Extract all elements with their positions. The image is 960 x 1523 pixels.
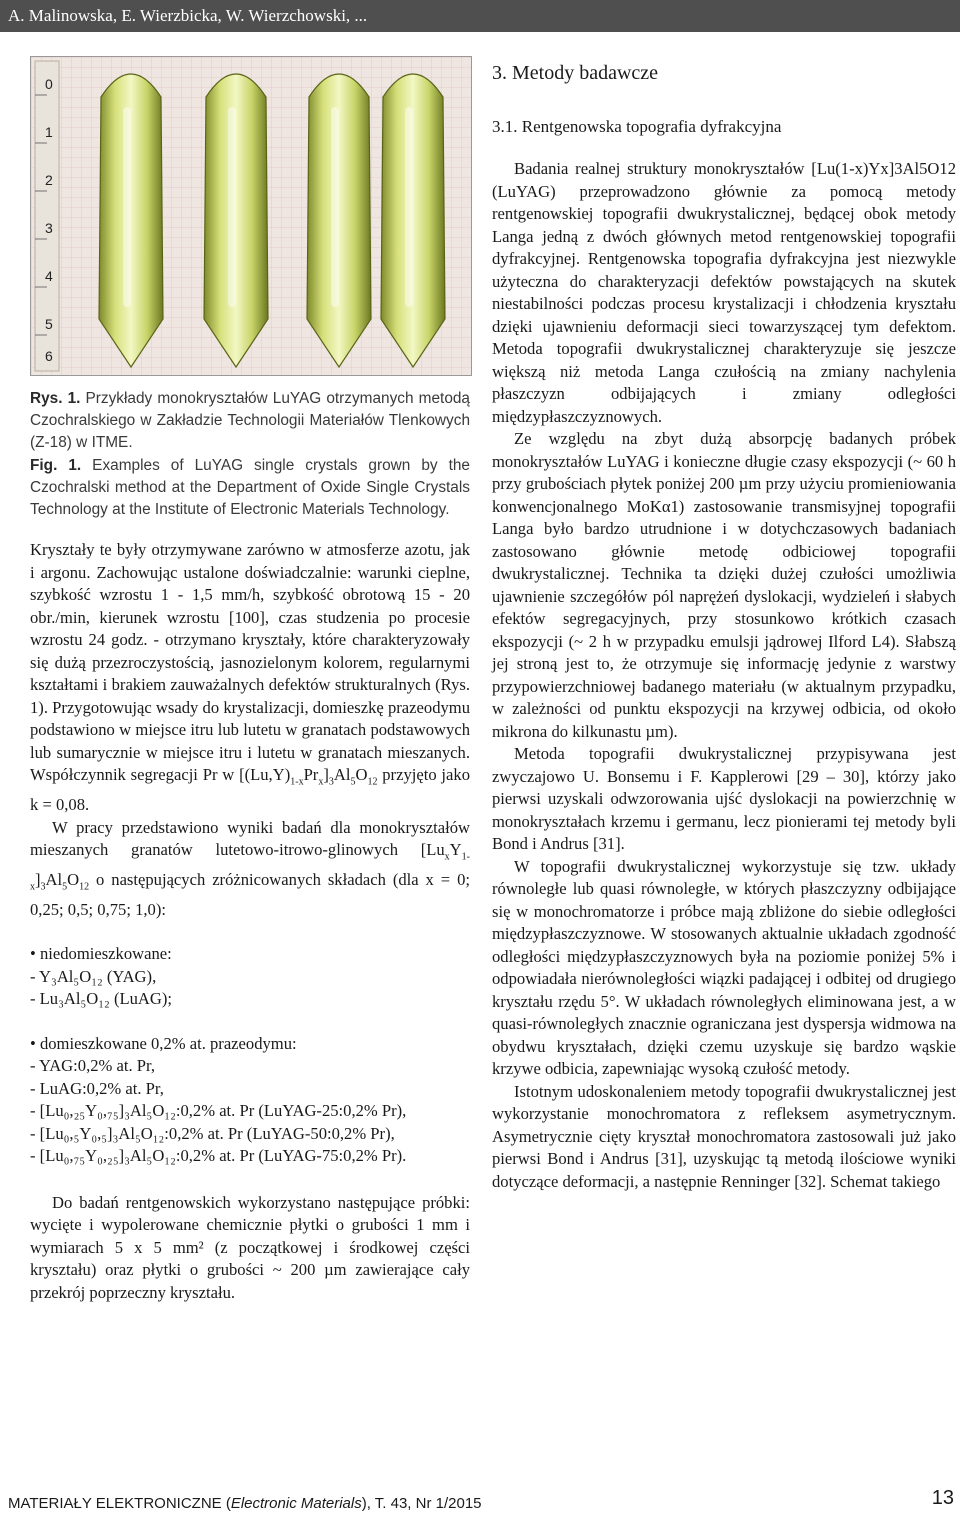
crystals-image [31, 57, 471, 375]
left-paragraph-1: Kryształy te były otrzymywane zarówno w atmosferze azotu, jak i argonu. Zachowując ustalone doświadczalnie: warunki cieplne, szybkość wzrostu 1 - 1,5 mm/h, szybkość obrotową 15 - 20 obr./min, kierunek wzrostu [100], czas studzenia po procesie wzrostu 24 godz. - otrzymano kryształy, które charakteryzowały się dużą przezroczystością, jasnozielonym kolorem, regularnymi kształtami i brakiem zauważalnych defektów strukturalnych (Rys. 1). Przygotowując wsady do krystalizacji, domieszkę prazeodymu podstawiono w miejsce itru lub lutetu w granatach podstawowych lub sumarycznie w miejsce itru i lutetu w granatach mieszanych. Współczynnik segregacji Pr w $[(Lu,Y)_{1-x}Pr_x]_3Al_5O_{12}$ przyjęto jako k = 0,08. [30, 540, 471, 815]
list-item: - LuAG:0,2% at. Pr, [30, 1078, 164, 1098]
list-item: - YAG:0,2% at. Pr, [30, 1056, 156, 1076]
right-paragraph-2: Ze względu na zbyt dużą absorpcję badanych próbek monokryształów LuYAG i konieczne długie czasy ekspozycji (~ 60 h przy grubościach płytek poniżej 200 µm przy użyciu promieniowania konwencjonalnego MoKα1) zastosowanie transmisyjnej topografii Langa było bardzo utrudnione i w dotychczasowych badaniach zastosowano głównie metodę odbiciowej topografii dwukrystalicznej. Technika ta dzięki dużej czułości umożliwia ujawnienie szczegółów pól naprężeń dyslokacji, wydzieleń i słabych efektów segregacyjnych, przy stosunkowo krótkich czasach ekspozycji (~ 2 h w przypadku emulsji jądrowej Ilford L4). Słabszą jej stroną jest to, że otrzymuje się informację jedynie z warstwy przypowierzchniowej badanego materiału (w aktualnym przypadku, w zależności od punktu ekspozycji na krzywej odbicia, od około mikrona do kilkunastu µm). [492, 429, 956, 741]
figure-caption [30, 388, 470, 521]
doped-list [30, 1033, 470, 1168]
caption-english: Fig. 1. Examples of LuYAG single crystals grown by the Czochralski method at the Department of Oxide Single Crystals Technology at the Institute of Electronic Materials Technology. [30, 456, 470, 519]
right-column [492, 56, 956, 1193]
list-item: • niedomieszkowane: [30, 944, 172, 964]
ruler-mark-1: 1 [45, 124, 53, 140]
list-item: • domieszkowane 0,2% at. prazeodymu: [30, 1033, 297, 1053]
figure-crystals-photo [30, 56, 472, 376]
page-number: 13 [931, 1487, 954, 1509]
ruler-mark-0: 0 [45, 76, 53, 92]
ruler-mark-4: 4 [45, 268, 53, 284]
ruler-mark-2: 2 [45, 172, 53, 188]
list-item: - Y₃Al₅O₁₂ (YAG), [30, 966, 157, 986]
left-paragraph-3: Do badań rentgenowskich wykorzystano następujące próbki: wycięte i wypolerowane chemicznie płytki o grubości 1 mm i wymiarach 5 x 5 mm² (z początkowej i środkowej części kryształu) oraz płytki o grubości ~ 200 µm zawierające cały przekrój poprzeczny kryształu. [30, 1192, 470, 1302]
subsection-title: 3.1. Rentgenowska topografia dyfrakcyjna [492, 117, 782, 136]
ruler-mark-3: 3 [45, 220, 53, 236]
right-paragraph-1: Badania realnej struktury monokryształów [Lu(1-x)Yx]3Al5O12 (LuYAG) przeprowadzono głównie za pomocą metody rentgenowskiej topografii dwukrystalicznej, będącej obok metody Langa jedną z dwóch głównych metod rentgenowskiej topografii dyfrakcyjnej. Rentgenowska topografia dyfrakcyjna jest niezwykle użyteczna do charakteryzacji defektów powstających na skutek niestabilności podczas procesu krystalizacji i chłodzenia kryształu dzięki ujawnieniu deformacji sieci towarzyszącej tym defektom. Metoda topografii dwukrystalicznej charakteryzuje się jeszcze większą niż metoda Langa czułością na zmiany nachylenia płaszczyzn odbijających i zmiany odległości międzypłaszczyznowych. [492, 159, 956, 426]
list-item: - Lu₃Al₅O₁₂ (LuAG); [30, 989, 173, 1009]
right-paragraph-5: Istotnym udoskonaleniem metody topografii dwukrystalicznej jest wykorzystanie monochromatora z refleksem asymetrycznym. Asymetrycznie cięty kryształ monochromatora zastosowali już jako pierwsi Bond i Andrus [31], uzyskując tą metodą ilościowe wyniki dotyczące deformacji, a następnie Renninger [32]. Schemat takiego [492, 1081, 956, 1191]
caption-polish: Rys. 1. Przykłady monokryształów LuYAG otrzymanych metodą Czochralskiego w Zakładzie Technologii Materiałów Tlenkowych (Z-18) w ITME. [30, 390, 470, 452]
journal-name: MATERIAŁY ELEKTRONICZNE (Electronic Materials), T. 43, Nr 1/2015 [8, 1495, 482, 1512]
running-header-authors: A. Malinowska, E. Wierzbicka, W. Wierzchowski, ... [0, 0, 960, 32]
left-paragraph-2: W pracy przedstawiono wyniki badań dla monokryształów mieszanych granatów lutetowo-itrowo-glinowych $[Lu_xY_{1-x}]_3Al_5O_{12}$ o następujących zróżnicowanych składach (dla x = 0; 0,25; 0,5; 0,75; 1,0): [30, 817, 470, 919]
undoped-list [30, 943, 470, 1011]
ruler-mark-6: 6 [45, 348, 53, 364]
right-paragraph-4: W topografii dwukrystalicznej wykorzystuje się tzw. układy równoległe lub quasi równoległe, w których płaszczyzny odbijające się w monochromatorze i próbce mają zbliżone do siebie odległości międzypłaszczyznowe. W stosowanych aktualnie układach zgodność odległości międzypłaszczyznowych była na poziomie poniżej 5% i odpowiadała nierównoległości wiązki padającej i odbitej od drugiego kryształu rzędu 5°. W układach równoległych eliminowana jest, a w quasi-równoległych znacznie ograniczana jest dyspersja widmowa na obydwu kryształach, dzięki czemu uzyskuje się bardzo wąskie krzywe odbicia, zapewniając wysoką czułość metody. [492, 856, 956, 1078]
list-item: - [Lu₀,₇₅Y₀,₂₅]₃Al₅O₁₂:0,2% at. Pr (LuYAG-75:0,2% Pr). [30, 1146, 407, 1166]
left-column [30, 56, 470, 1304]
section-title: 3. Metody badawcze [492, 62, 659, 84]
page-footer [8, 1487, 954, 1514]
right-paragraph-3: Metoda topografii dwukrystalicznej przypisywana jest zwyczajowo U. Bonsemu i F. Kapplerowi [29 – 30], którzy jako pierwsi uzyskali odwzorowania ujść dyslokacji na powierzchnię w monokryształach krzemu i germanu, lecz pionierami tej metody byli Bond i Andrus [31]. [492, 744, 956, 853]
list-item: - [Lu₀,₂₅Y₀,₇₅]₃Al₅O₁₂:0,2% at. Pr (LuYAG-25:0,2% Pr), [30, 1101, 407, 1121]
ruler-mark-5: 5 [45, 316, 53, 332]
list-item: - [Lu₀,₅Y₀,₅]₃Al₅O₁₂:0,2% at. Pr (LuYAG-50:0,2% Pr), [30, 1123, 395, 1143]
